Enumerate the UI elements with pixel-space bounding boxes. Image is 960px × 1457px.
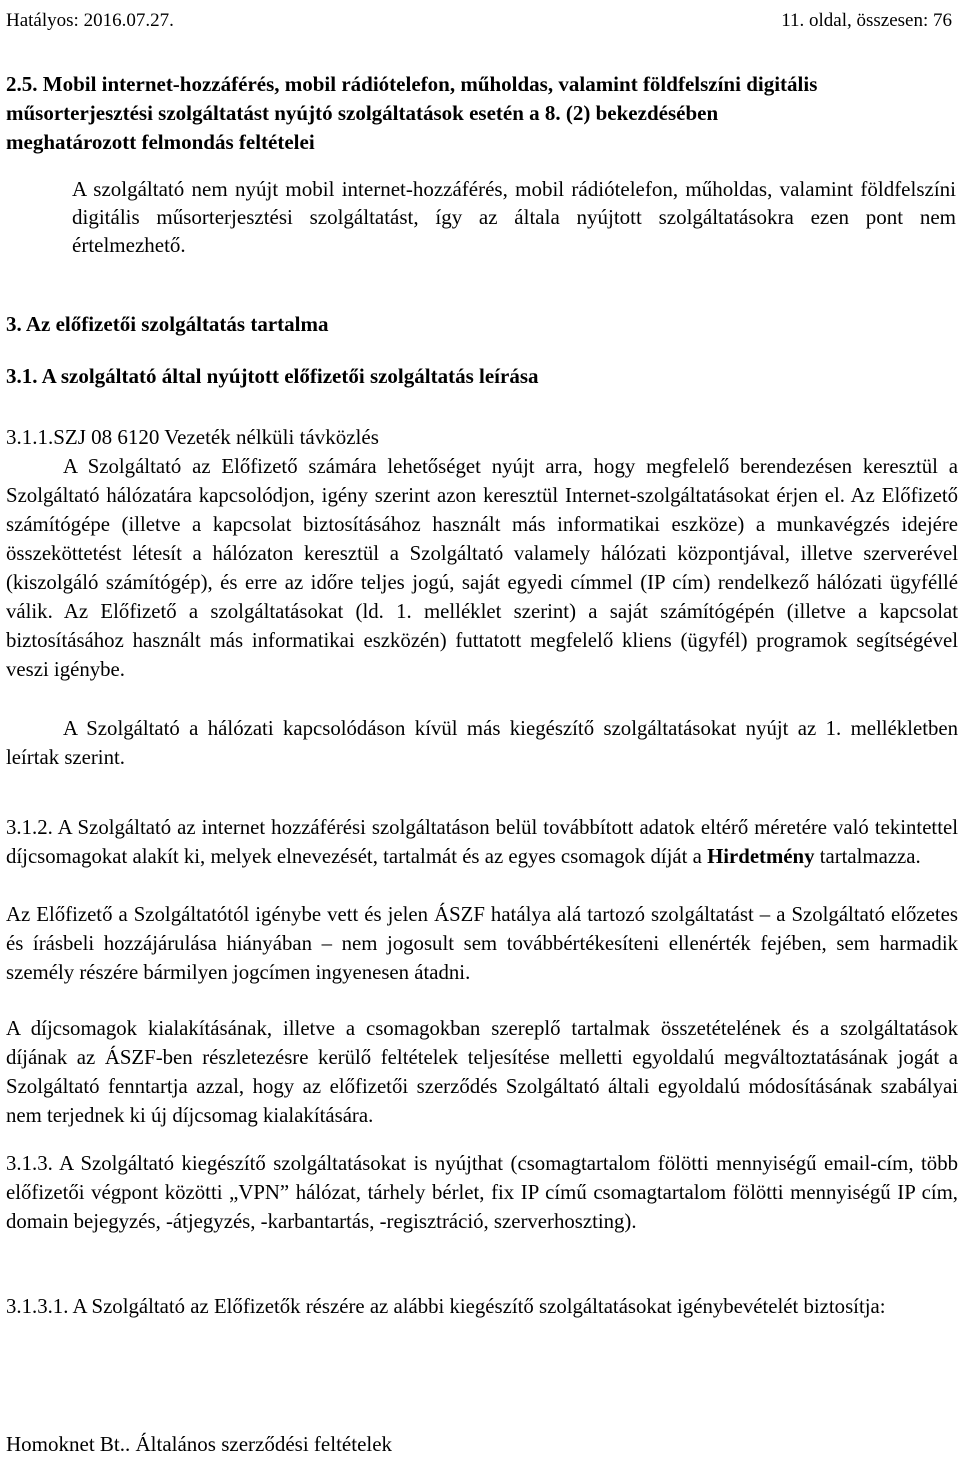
section-heading-3-1: 3.1. A szolgáltató által nyújtott előfizetői szolgáltatás leírása (6, 364, 539, 388)
section-heading-2-5-line1: 2.5. Mobil internet-hozzáférés, mobil rádiótelefon, műholdas, valamint földfelszíni digitális (6, 72, 818, 96)
section-2-5-paragraph: A szolgáltató nem nyújt mobil internet-hozzáférés, mobil rádiótelefon, műholdas, valamint földfelszíni digitális műsorterjesztési szolgáltatást, így az általa nyújtott szolgáltatásokra ezen pont nem értelmezhető. (72, 177, 956, 257)
section-3-1-1-title: 3.1.1.SZJ 08 6120 Vezeték nélküli távközlés (6, 425, 379, 449)
header-effective-date: Hatályos: 2016.07.27. (6, 10, 174, 31)
section-3-1-2-text-before: 3.1.2. A Szolgáltató az internet hozzáférési szolgáltatáson belül továbbított adatok eltérő méretére való tekintettel díjcsomagokat alakít ki, melyek elnevezését, tartalmát és az egyes csomagok díját a (6, 816, 958, 868)
section-3-1-2-paragraph-1 (6, 813, 958, 871)
section-3-1-1-paragraph-2: A Szolgáltató a hálózati kapcsolódáson kívül más kiegészítő szolgáltatásokat nyújt az 1. mellékletben leírtak szerint. (6, 717, 958, 769)
hirdetmeny-term: Hirdetmény (707, 845, 815, 868)
section-3-1-2-text-after: tartalmazza. (814, 845, 921, 868)
section-3-1-1-paragraph-1: A Szolgáltató az Előfizető számára lehetőséget nyújt arra, hogy megfelelő berendezésen keresztül a Szolgáltató hálózatára kapcsolódjon, igény szerint azon keresztül Internet-szolgáltatásokat érjen el. Az Előfizető számítógépe (illetve a kapcsolat biztosításához használt más informatikai eszköze) a munkavégzés idejére összeköttetést létesít a hálózaton keresztül a Szolgáltató valamely hálózati központjával, illetve szerverével (kiszolgáló számítógép), és erre az időre teljes jogú, saját egyedi címmel (IP cím) rendelkező hálózati ügyféllé válik. Az Előfizető a szolgáltatásokat (ld. 1. melléklet szerint) a saját számítógépén (illetve a kapcsolat biztosításához használt más informatikai eszközén) futtatott megfelelő kliens (ügyfél) programok segítségével veszi igénybe. (6, 455, 958, 681)
header-page-number: 11. oldal, összesen: 76 (781, 10, 952, 31)
section-3-1-2-paragraph-2: Az Előfizető a Szolgáltatótól igénybe vett és jelen ÁSZF hatálya alá tartozó szolgáltatást – a Szolgáltató előzetes és írásbeli hozzájárulása hiányában – nem jogosult sem továbbértékesíteni ellenérték fejében, sem harmadik személy részére bármilyen jogcímen ingyenesen átadni. (6, 903, 958, 984)
section-heading-2-5-line2: műsorterjesztési szolgáltatást nyújtó szolgáltatások esetén a 8. (2) bekezdésében (6, 101, 719, 125)
section-heading-3: 3. Az előfizetői szolgáltatás tartalma (6, 312, 329, 336)
section-3-1-2-paragraph-3: A díjcsomagok kialakításának, illetve a csomagokban szereplő tartalmak összetételének és a szolgáltatások díjának az ÁSZF-ben részletezésre kerülő feltételek teljesítése melletti egyoldalú megváltoztatásának jogát a Szolgáltató fenntartja azzal, hogy az előfizetői szerződés Szolgáltató általi egyoldalú módosításának szabályai nem terjednek ki új díjcsomag kialakítására. (6, 1017, 958, 1127)
section-heading-2-5-line3: meghatározott felmondás feltételei (6, 130, 315, 154)
footer-company-name: Homoknet Bt.. Általános szerződési feltételek (6, 1432, 393, 1456)
section-3-1-3-1-paragraph: 3.1.3.1. A Szolgáltató az Előfizetők részére az alábbi kiegészítő szolgáltatásokat igénybevételét biztosítja: (6, 1295, 886, 1318)
section-3-1-3-paragraph: 3.1.3. A Szolgáltató kiegészítő szolgáltatásokat is nyújthat (csomagtartalom fölötti mennyiségű email-cím, több előfizetői végpont közötti „VPN” hálózat, tárhely bérlet, fix IP című csomagtartalom fölötti mennyiségű IP cím, domain bejegyzés, -átjegyzés, -karbantartás, -regisztráció, szerverhoszting). (6, 1152, 958, 1233)
